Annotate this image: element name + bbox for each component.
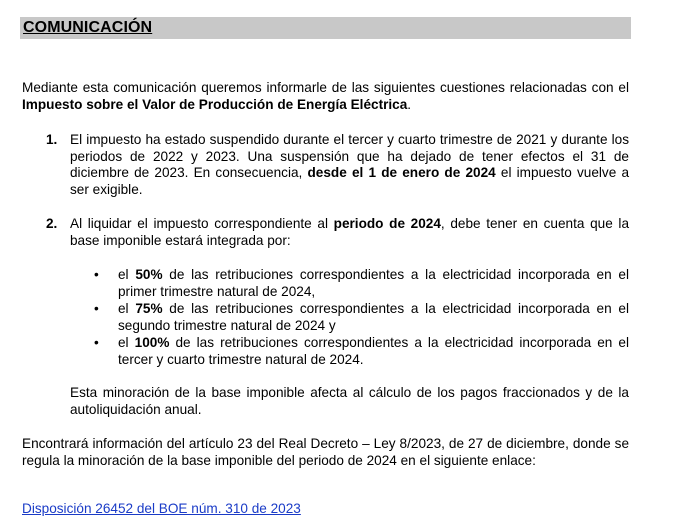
- bullet-text: [118, 301, 629, 334]
- item-text-start: Al liquidar el impuesto correspondiente al: [70, 216, 334, 231]
- bullet-marker: •: [94, 335, 99, 351]
- bullet-text-start: el: [118, 267, 136, 282]
- note-paragraph: Esta minoración de la base imponible afecta al cálculo de los pagos fraccionados y de la autoliquidación anual.: [70, 385, 629, 417]
- intro-text-end: .: [407, 96, 412, 112]
- item-text: [70, 216, 629, 249]
- item-text: [70, 132, 629, 198]
- bullet-text-end: de las retribuciones correspondientes a la electricidad incorporada en el primer trimestre natural de 2024,: [118, 267, 629, 299]
- item-text-end: , debe tener en cuenta que la base imponible estará integrada por:: [70, 216, 629, 248]
- bullet-list: [22, 267, 629, 370]
- bullet-text-end: de las retribuciones correspondientes a la electricidad incorporada en el segundo trimestre natural de 2024 y: [118, 301, 629, 333]
- bullet-item: [22, 267, 629, 300]
- bullet-text: [118, 335, 629, 368]
- bullet-text-start: el: [118, 335, 135, 351]
- bullet-bold-text: 75%: [135, 301, 163, 317]
- item-text-end: el impuesto vuelve a ser exigible.: [70, 165, 630, 197]
- bullet-bold-text: 100%: [134, 335, 170, 351]
- bullet-text-end: de las retribuciones correspondientes a la electricidad incorporada en el tercer y cuarto trimestre natural de 2024.: [118, 335, 629, 367]
- bullet-item: [22, 335, 629, 368]
- intro-paragraph: [22, 80, 629, 113]
- item-number: 1.: [46, 132, 58, 147]
- intro-bold-text: Impuesto sobre el Valor de Producción de Energía Eléctrica: [22, 96, 408, 112]
- bullet-marker: •: [94, 267, 99, 282]
- intro-text: Mediante esta comunicación queremos informarle de las siguientes cuestiones relacionadas con el: [22, 80, 629, 95]
- item-text-start: El impuesto ha estado suspendido durante el tercer y cuarto trimestre de 2021 y durante los periodos de 2022 y 2023. Una suspensión que ha dejado de tener efectos el 31 de diciembre de 2023. En consecuencia,: [70, 132, 629, 181]
- bullet-item: [22, 301, 629, 334]
- page-title: COMUNICACIÓN: [23, 19, 153, 36]
- item-bold-text: desde el 1 de enero de 2024: [307, 165, 496, 181]
- header-bar: [20, 17, 631, 39]
- closing-paragraph: Encontrará información del artículo 23 del Real Decreto – Ley 8/2023, de 27 de diciembre, donde se regula la minoración de la base imponible del periodo de 2024 en el siguiente enlace:: [22, 436, 629, 468]
- bullet-text-start: el: [118, 301, 136, 317]
- item-number: 2.: [46, 216, 58, 231]
- bullet-text: [118, 267, 629, 300]
- item-bold-text: periodo de 2024: [333, 216, 441, 231]
- boe-link[interactable]: Disposición 26452 del BOE núm. 310 de 2023: [22, 501, 301, 516]
- bullet-bold-text: 50%: [135, 267, 163, 282]
- bullet-marker: •: [94, 301, 99, 317]
